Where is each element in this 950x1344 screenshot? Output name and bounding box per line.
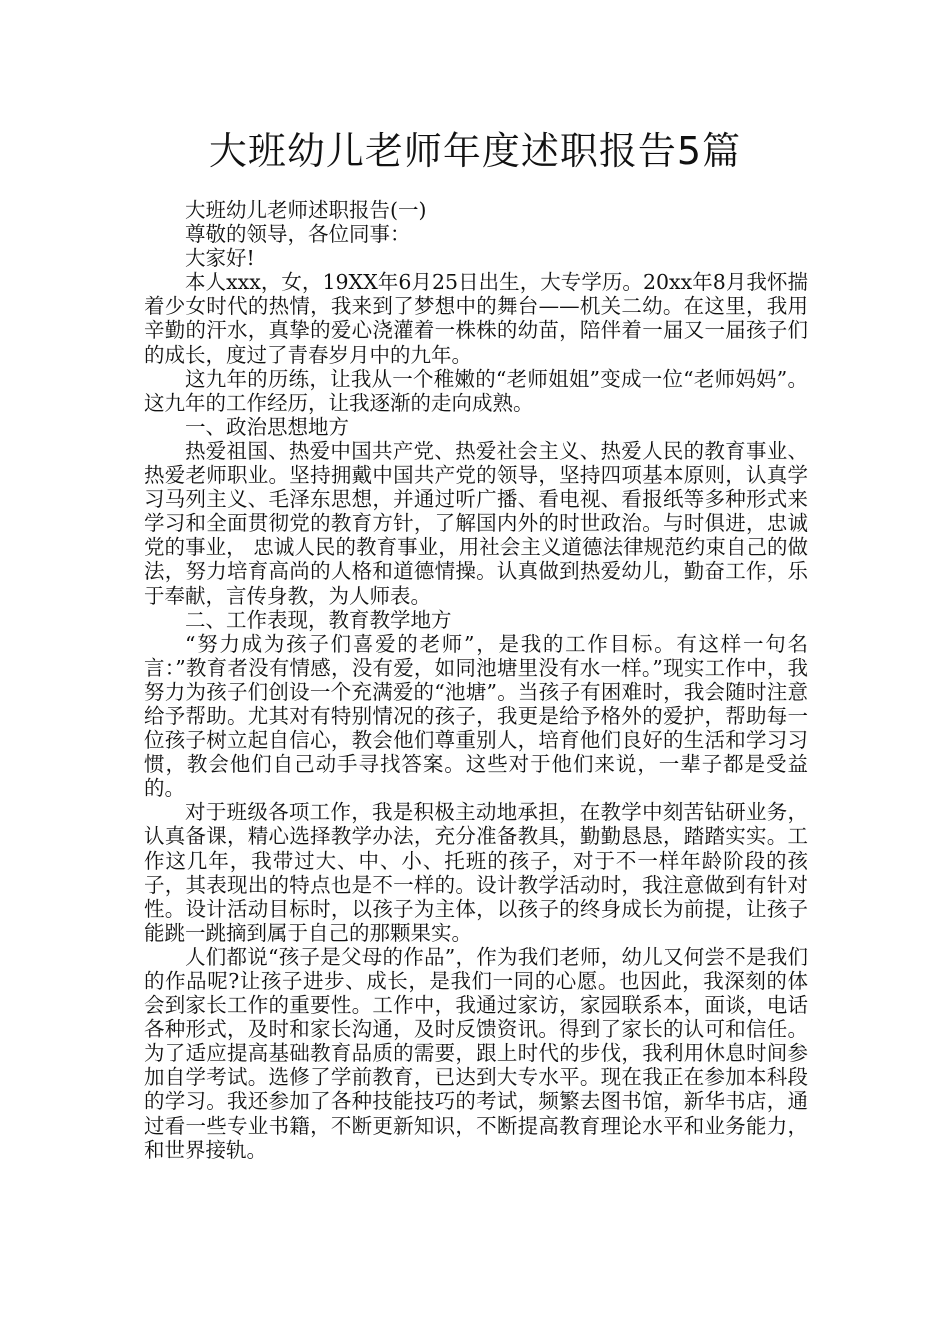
document-body (144, 198, 808, 1162)
greeting: 大家好! (185, 246, 255, 271)
paragraph: 本人xxx，女，19XX年6月25日出生，大专学历。20xx年8月我怀揣着少女时代的热情，我来到了梦想中的舞台——机关二幼。在这里，我用辛勤的汗水，真挚的爱心浇灌着一株株的幼苗，陪伴着一届又一届孩子们的成长，度过了青春岁月中的九年。 (144, 270, 808, 367)
section-heading: 二、工作表现，教育教学地方 (185, 607, 452, 632)
report-subtitle: 大班幼儿老师述职报告(一) (185, 198, 427, 222)
document-title: 大班幼儿老师年度述职报告5篇 (208, 129, 742, 173)
paragraph: 热爱祖国、热爱中国共产党、热爱社会主义、热爱人民的教育事业、热爱老师职业。坚持拥戴中国共产党的领导，坚持四项基本原则，认真学习马列主义、毛泽东思想，并通过听广播、看电视、看报纸等多种形式来学习和全面贯彻党的教育方针，了解国内外的时世政治。与时俱进，忠诚党的事业， 忠诚人民的教育事业，用社会主义道德法律规范约束自己的做法，努力培育高尚的人格和道德情操。认真做到热爱幼儿，勤奋工作，乐于奉献，言传身教，为人师表。 (144, 438, 808, 608)
paragraph: “努力成为孩子们喜爱的老师”，是我的工作目标。有这样一句名言：”教育者没有情感，没有爱，如同池塘里没有水一样。”现实工作中，我努力为孩子们创设一个充满爱的“池塘”。当孩子有困难时，我会随时注意给予帮助。尤其对有特别情况的孩子，我更是给予格外的爱护，帮助每一位孩子树立起自信心，教会他们尊重别人，培育他们良好的生活和学习习惯，教会他们自己动手寻找答案。这些对于他们来说，一辈子都是受益的。 (144, 631, 808, 801)
paragraph: 人们都说“孩子是父母的作品”，作为我们老师，幼儿又何尝不是我们的作品呢?让孩子进步、成长，是我们一同的心愿。也因此，我深刻的体会到家长工作的重要性。工作中，我通过家访，家园联系本，面谈，电话各种形式，及时和家长沟通，及时反馈资讯。得到了家长的认可和信任。为了适应提高基础教育品质的需要，跟上时代的步伐，我利用休息时间参加自学考试。选修了学前教育，已达到大专水平。现在我正在参加本科段的学习。我还参加了各种技能技巧的考试，频繁去图书馆，新华书店，通过看一些专业书籍，不断更新知识，不断提高教育理论水平和业务能力，和世界接轨。 (144, 944, 808, 1162)
salutation: 尊敬的领导，各位同事： (185, 222, 411, 247)
section-heading: 一、政治思想地方 (185, 414, 349, 439)
paragraph: 对于班级各项工作，我是积极主动地承担，在教学中刻苦钻研业务，认真备课，精心选择教学办法，充分准备教具，勤勤恳恳，踏踏实实。工作这几年，我带过大、中、小、托班的孩子，对于不一样年龄阶段的孩子，其表现出的特点也是不一样的。设计教学活动时，我注意做到有针对性。设计活动目标时，以孩子为主体，以孩子的终身成长为前提，让孩子能跳一跳摘到属于自己的那颗果实。 (144, 800, 808, 945)
paragraph: 这九年的历练，让我从一个稚嫩的“老师姐姐”变成一位“老师妈妈”。这九年的工作经历，让我逐渐的走向成熟。 (144, 366, 808, 415)
